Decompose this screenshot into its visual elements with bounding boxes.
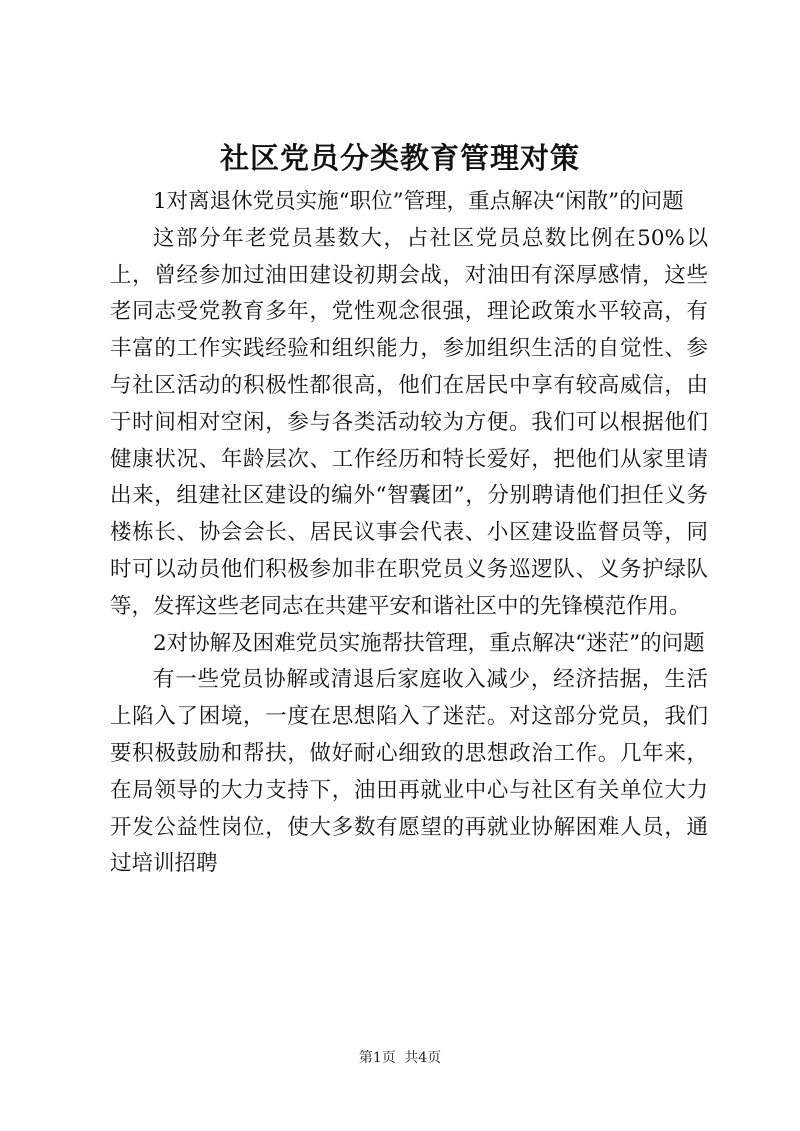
paragraph-1: 这部分年老党员基数大，占社区党员总数比例在50%以上，曾经参加过油田建设初期会战，对油田有深厚感情，这些老同志受党教育多年，党性观念很强，理论政策水平较高，有丰富的工作实践经验和组织能力，参加组织生活的自觉性、参与社区活动的积极性都很高，他们在居民中享有较高威信，由于时间相对空闲，参与各类活动较为方便。我们可以根据他们健康状况、年龄层次、工作经历和特长爱好，把他们从家里请出来，组建社区建设的编外“智囊团”，分别聘请他们担任义务楼栋长、协会会长、居民议事会代表、小区建设监督员等，同时可以动员他们积极参加非在职党员义务巡逻队、义务护绿队等，发挥这些老同志在共建平安和谐社区中的先锋模范作用。	[110, 225, 708, 619]
page-total: 共4页	[404, 1050, 442, 1066]
section-heading-1: 1对离退休党员实施“职位”管理，重点解决“闲散”的问题	[153, 189, 684, 214]
document-body	[110, 184, 708, 883]
page-number: 第1页	[358, 1050, 396, 1066]
page-title: 社区党员分类教育管理对策	[219, 141, 580, 175]
section-heading-2: 2对协解及困难党员实施帮扶管理，重点解决“迷茫”的问题	[153, 630, 705, 656]
page-footer	[0, 1048, 800, 1068]
paragraph-2: 有一些党员协解或清退后家庭收入减少，经济拮据，生活上陷入了困境，一度在思想陷入了迷茫。对这部分党员，我们要积极鼓励和帮扶，做好耐心细致的思想政治工作。几年来，在局领导的大力支持下，油田再就业中心与社区有关单位大力开发公益性岗位，使大多数有愿望的再就业协解困难人员，通过培训招聘	[110, 667, 708, 877]
